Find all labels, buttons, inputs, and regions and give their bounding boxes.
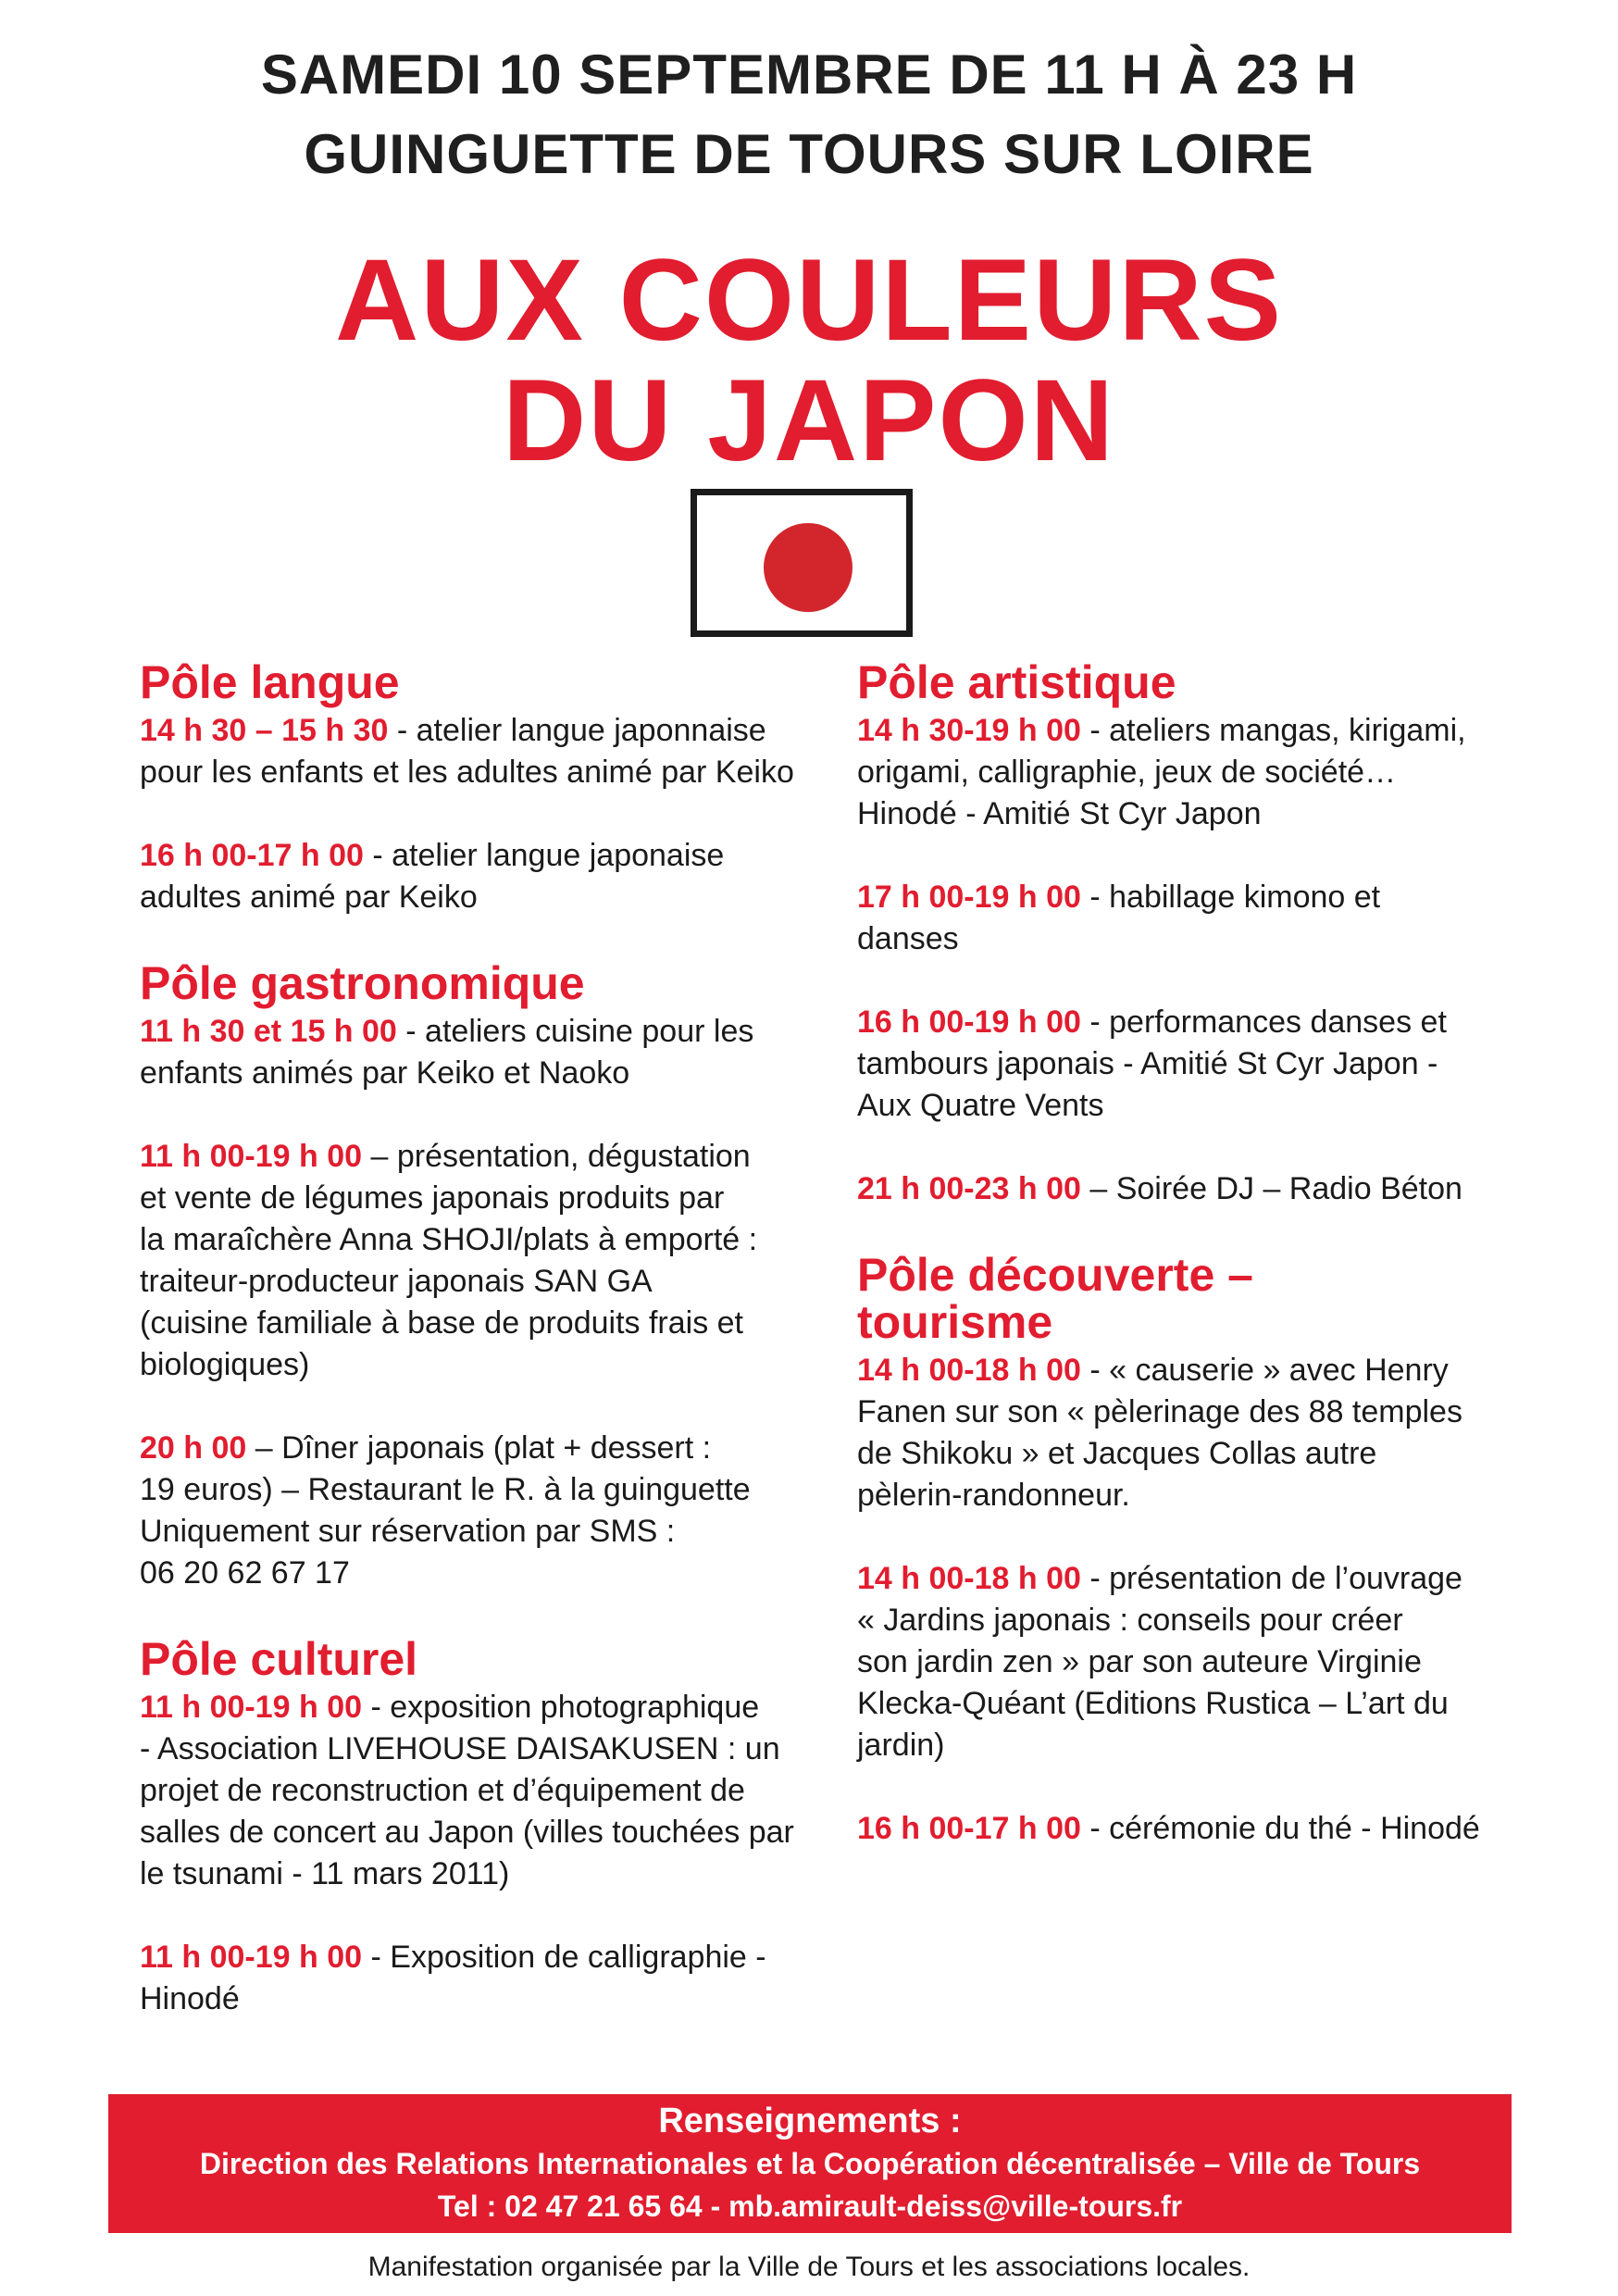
entry-text: de Shikoku » et Jacques Collas autre (857, 1436, 1377, 1471)
entry-line (857, 1002, 1561, 1043)
entry-text: - ateliers cuisine pour les (396, 1014, 754, 1049)
entry-line (140, 1469, 843, 1511)
entry-text: le tsunami - 11 mars 2011) (140, 1856, 510, 1891)
entry-text: la maraîchère Anna SHOJI/plats à emporté : (140, 1222, 758, 1257)
section-title-line: Pôle gastronomique (140, 957, 585, 1009)
program-entry (140, 1428, 843, 1594)
entry-line (140, 1261, 843, 1303)
entry-line (857, 918, 1561, 960)
page-title-line-1: AUX COULEURS (334, 236, 1284, 365)
entry-line (857, 1725, 1561, 1766)
entry-line (857, 710, 1561, 752)
program-entry (140, 1687, 843, 1895)
entry-line (140, 1136, 843, 1178)
program-entry (140, 835, 843, 918)
entry-line (857, 1085, 1561, 1127)
entry-text: « Jardins japonais : conseils pour créer (857, 1603, 1403, 1638)
entry-text: 19 euros) – Restaurant le R. à la guinguette (140, 1472, 751, 1507)
section-title (140, 656, 843, 708)
entry-text: projet de reconstruction et d’équipement de (140, 1773, 745, 1808)
section-title (857, 656, 1561, 708)
program-section (140, 1633, 843, 2020)
entry-line (140, 1770, 843, 1812)
program-entry (857, 1350, 1561, 1516)
info-box (108, 2094, 1512, 2233)
entry-text: son jardin zen » par son auteure Virginie (857, 1644, 1422, 1679)
entry-line (857, 877, 1561, 918)
rising-sun-icon (764, 523, 853, 612)
entry-text: - atelier langue japonaise (363, 838, 725, 873)
entry-line (857, 1391, 1561, 1433)
entry-line (140, 1219, 843, 1261)
header-venue: GUINGUETTE DE TOURS SUR LOIRE (304, 123, 1314, 185)
entry-text: - cérémonie du thé - Hinodé (1080, 1811, 1480, 1846)
entry-line (140, 1553, 843, 1594)
section-title (140, 1633, 843, 1685)
entry-time: 17 h 00-19 h 00 (857, 880, 1081, 915)
entry-text: biologiques) (140, 1347, 310, 1382)
entry-text: pèlerin-randonneur. (857, 1478, 1130, 1513)
info-heading: Renseignements : (658, 2102, 962, 2140)
entry-line (140, 710, 843, 752)
program-entry (857, 710, 1561, 835)
entry-text: Aux Quatre Vents (857, 1088, 1104, 1123)
entry-time: 14 h 00-18 h 00 (857, 1561, 1081, 1596)
section-title (857, 1249, 1561, 1348)
entry-text: et vente de légumes japonais produits par (140, 1180, 725, 1216)
entry-line (140, 1511, 843, 1553)
entry-line (857, 1808, 1561, 1850)
entry-line (857, 1433, 1561, 1475)
entry-text: - Exposition de calligraphie - (362, 1940, 766, 1975)
entry-text: origami, calligraphie, jeux de société… (857, 755, 1397, 790)
entry-text: – Soirée DJ – Radio Béton (1080, 1171, 1462, 1206)
entry-text: - exposition photographique (362, 1690, 760, 1725)
program-entry (857, 1808, 1561, 1850)
entry-line (140, 1687, 843, 1728)
program-section (140, 656, 843, 918)
entry-time: 11 h 30 et 15 h 00 (140, 1014, 397, 1049)
entry-text: pour les enfants et les adultes animé par Keiko (140, 755, 794, 790)
section-title-line: Pôle découverte – (857, 1249, 1253, 1301)
entry-time: 16 h 00-17 h 00 (140, 838, 364, 873)
entry-time: 16 h 00-19 h 00 (857, 1004, 1081, 1040)
section-title (140, 957, 843, 1009)
entry-text: adultes animé par Keiko (140, 880, 478, 915)
entry-text: - présentation de l’ouvrage (1080, 1561, 1462, 1596)
program-entry (140, 1136, 843, 1386)
entry-time: 14 h 30-19 h 00 (857, 713, 1081, 748)
entry-time: 11 h 00-19 h 00 (140, 1690, 363, 1725)
entry-text: - habillage kimono et (1080, 880, 1381, 915)
entry-line (857, 793, 1561, 835)
entry-text: salles de concert au Japon (villes touchées par (140, 1815, 794, 1850)
program-entry (857, 877, 1561, 960)
entry-line (140, 1978, 843, 2020)
program-section (857, 1249, 1561, 1850)
entry-text: - Association LIVEHOUSE DAISAKUSEN : un (140, 1731, 780, 1766)
entry-line (140, 1428, 843, 1469)
entry-text: enfants animés par Keiko et Naoko (140, 1055, 630, 1091)
entry-line (857, 1043, 1561, 1085)
entry-text: – Dîner japonais (plat + dessert : (246, 1430, 712, 1466)
section-title-line: tourisme (857, 1296, 1053, 1348)
entry-line (140, 1728, 843, 1770)
entry-line (857, 1558, 1561, 1600)
entry-text: (cuisine familiale à base de produits frais et (140, 1305, 743, 1341)
entry-line (857, 1168, 1561, 1210)
section-title-line: Pôle langue (140, 656, 400, 708)
entry-line (140, 1937, 843, 1978)
entry-text: tambours japonais - Amitié St Cyr Japon - (857, 1046, 1438, 1081)
entry-time: 16 h 00-17 h 00 (857, 1811, 1081, 1846)
info-contact: Tel : 02 47 21 65 64 - mb.amirault-deiss@ville-tours.fr (437, 2190, 1183, 2223)
info-department: Direction des Relations Internationales et la Coopération décentralisée – Ville de Tours (199, 2147, 1421, 2180)
entry-text: jardin) (857, 1728, 945, 1763)
entry-line (140, 835, 843, 877)
entry-line (857, 1641, 1561, 1683)
entry-line (857, 752, 1561, 793)
entry-time: 11 h 00-19 h 00 (140, 1940, 363, 1975)
program-entry (140, 710, 843, 793)
entry-text: - « causerie » avec Henry (1080, 1353, 1449, 1388)
entry-time: 20 h 00 (140, 1430, 247, 1466)
program-section (140, 957, 843, 1594)
entry-line (857, 1350, 1561, 1391)
entry-text: Fanen sur son « pèlerinage des 88 temples (857, 1394, 1462, 1429)
program-entry (140, 1011, 843, 1094)
section-title-line: Pôle artistique (857, 656, 1176, 708)
entry-line (140, 1812, 843, 1853)
entry-text: 06 20 62 67 17 (140, 1555, 350, 1591)
left-column (140, 656, 843, 2062)
japan-flag-icon (691, 489, 913, 637)
entry-time: 11 h 00-19 h 00 (140, 1139, 363, 1174)
entry-line (140, 1053, 843, 1094)
program-entry (140, 1937, 843, 2020)
header-date: SAMEDI 10 SEPTEMBRE DE 11 H À 23 H (260, 44, 1358, 106)
program-entry (857, 1558, 1561, 1766)
entry-line (140, 1178, 843, 1219)
page-title-line-2: DU JAPON (503, 356, 1115, 485)
entry-line (857, 1475, 1561, 1516)
organizer-note: Manifestation organisée par la Ville de Tours et les associations locales. (367, 2252, 1251, 2282)
entry-text: – présentation, dégustation (362, 1139, 751, 1174)
entry-line (140, 1853, 843, 1895)
section-title-line: Pôle culturel (140, 1633, 418, 1685)
entry-text: Uniquement sur réservation par SMS : (140, 1514, 676, 1549)
entry-time: 14 h 30 – 15 h 30 (140, 713, 389, 748)
entry-text: Klecka-Quéant (Editions Rustica – L’art du (857, 1686, 1449, 1721)
entry-line (140, 1303, 843, 1344)
entry-text: - ateliers mangas, kirigami, (1080, 713, 1466, 748)
entry-line (140, 752, 843, 793)
entry-text: danses (857, 921, 959, 956)
entry-line (857, 1683, 1561, 1725)
entry-text: traiteur-producteur japonais SAN GA (140, 1264, 653, 1299)
entry-line (140, 1011, 843, 1053)
entry-line (140, 877, 843, 918)
right-column (857, 656, 1561, 1891)
entry-line (140, 1344, 843, 1386)
entry-time: 21 h 00-23 h 00 (857, 1171, 1081, 1206)
entry-line (857, 1600, 1561, 1641)
entry-text: - atelier langue japonnaise (388, 713, 766, 748)
entry-text: Hinodé - Amitié St Cyr Japon (857, 796, 1262, 831)
entry-text: Hinodé (140, 1981, 240, 2016)
entry-time: 14 h 00-18 h 00 (857, 1353, 1081, 1388)
entry-text: - performances danses et (1080, 1004, 1447, 1040)
program-entry (857, 1002, 1561, 1127)
program-entry (857, 1168, 1561, 1210)
program-section (857, 656, 1561, 1210)
